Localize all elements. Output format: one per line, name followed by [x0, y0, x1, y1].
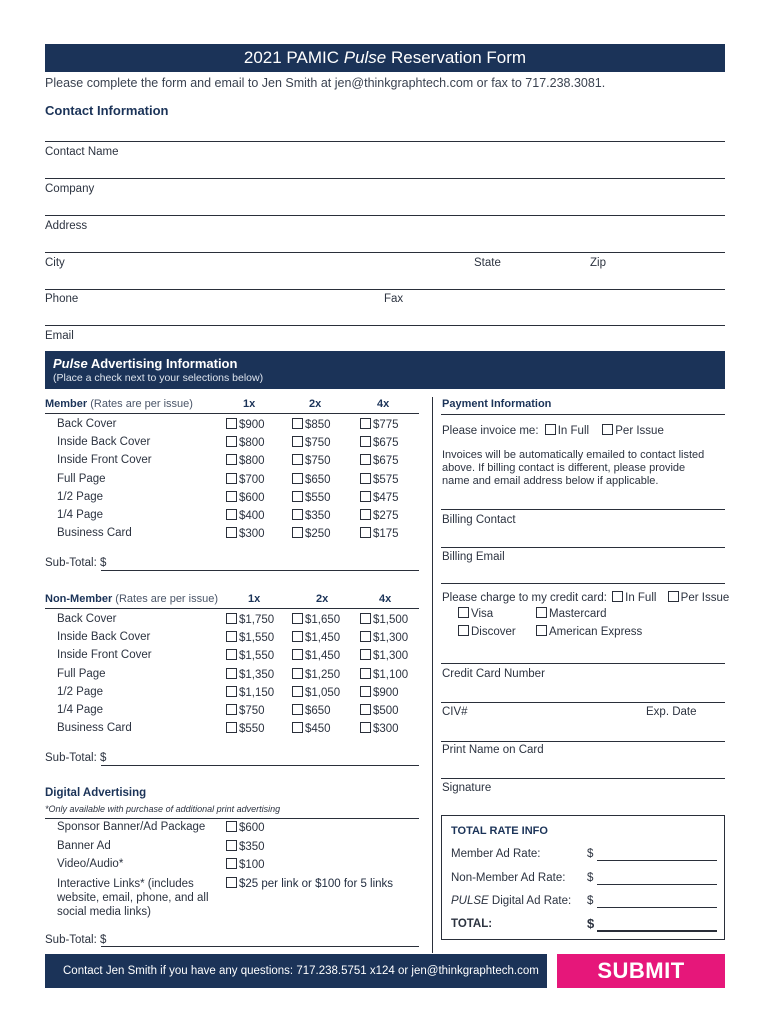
- nonmember-row-label: Inside Front Cover: [57, 649, 152, 662]
- nonmember-price-option-p1[interactable]: [226, 686, 274, 704]
- member-price-value: $800: [239, 455, 265, 468]
- nonmember-price-value: $900: [373, 686, 399, 699]
- nonmember-price-checkbox[interactable]: [360, 722, 371, 733]
- billing-contact-label: Billing Contact: [442, 514, 516, 526]
- civ-label: CIV#: [442, 706, 468, 718]
- member-price-checkbox[interactable]: [292, 527, 303, 538]
- member-rate-field[interactable]: [597, 860, 717, 861]
- nonmember-rate-dollar: $: [587, 872, 594, 884]
- member-price-value: $900: [239, 419, 265, 431]
- member-price-checkbox[interactable]: [226, 491, 237, 502]
- invoice-note-line-2: above. If billing contact is different, please provide: [442, 462, 686, 474]
- member-header-line: [45, 413, 419, 414]
- member-price-option-p4[interactable]: [360, 454, 399, 472]
- digital-rate-field[interactable]: [597, 907, 717, 908]
- nonmember-price-value: $1,550: [239, 632, 275, 645]
- intro-text: Please complete the form and email to Jen Smith at jen@thinkgraphtech.com or fax to 717.238.3081.: [45, 76, 606, 90]
- contact-name-field[interactable]: [45, 178, 725, 179]
- digital-row-label: Banner Ad: [57, 839, 111, 852]
- charge-card-label: Please charge to my credit card:: [442, 592, 607, 604]
- nonmember-note: (Rates are per issue): [112, 593, 218, 605]
- phone-label: Phone: [45, 293, 79, 305]
- nonmember-row-label: Inside Back Cover: [57, 631, 151, 644]
- member-price-value: $275: [373, 510, 399, 522]
- nonmember-price-value: $1,550: [239, 650, 275, 663]
- nonmember-price-value: $1,150: [239, 686, 275, 699]
- zip-label: Zip: [590, 257, 606, 269]
- nonmember-price-value: $500: [373, 705, 399, 717]
- invoice-per-issue-checkbox[interactable]: [602, 424, 613, 435]
- nonmember-price-option-p1[interactable]: [226, 722, 265, 740]
- member-row-label: Back Cover: [57, 418, 117, 430]
- nonmember-row-label: Full Page: [57, 667, 106, 680]
- nonmember-price-checkbox[interactable]: [292, 704, 303, 715]
- nonmember-price-checkbox[interactable]: [360, 686, 371, 697]
- city-label: City: [45, 257, 65, 269]
- total-rate-box: [441, 815, 725, 940]
- nonmember-price-checkbox[interactable]: [226, 668, 237, 679]
- nonmember-price-option-p2[interactable]: [292, 649, 340, 667]
- nonmember-price-checkbox[interactable]: [360, 649, 371, 660]
- invoice-in-full-checkbox[interactable]: [545, 424, 556, 435]
- discover-checkbox[interactable]: [458, 625, 469, 636]
- member-price-option-p1[interactable]: [226, 418, 265, 436]
- nonmember-price-checkbox[interactable]: [226, 704, 237, 715]
- nonmember-price-checkbox[interactable]: [360, 668, 371, 679]
- member-price-value: $700: [239, 473, 265, 486]
- member-price-option-p2[interactable]: [292, 454, 331, 472]
- payment-header-line: [441, 414, 725, 415]
- invoice-me-label: Please invoice me:: [442, 425, 539, 437]
- nonmember-price-value: $750: [239, 705, 265, 717]
- total-label: TOTAL:: [451, 918, 493, 930]
- member-price-value: $675: [373, 455, 399, 468]
- member-price-value: $250: [305, 528, 331, 541]
- nonmember-price-checkbox[interactable]: [292, 649, 303, 660]
- form-title-italic: Pulse: [343, 48, 387, 67]
- member-price-option-p2[interactable]: [292, 527, 331, 545]
- print-name-label: Print Name on Card: [442, 744, 544, 756]
- member-price-value: $675: [373, 437, 399, 450]
- nonmember-price-option-p1[interactable]: [226, 631, 274, 649]
- mastercard-label: Mastercard: [549, 608, 607, 620]
- nonmember-row-label: 1/4 Page: [57, 704, 104, 716]
- member-price-value: $575: [373, 473, 399, 486]
- nonmember-price-value: $1,100: [373, 668, 409, 681]
- charge-per-issue-checkbox[interactable]: [668, 591, 679, 602]
- contact-heading: Contact Information: [45, 103, 169, 118]
- member-row-label: Inside Front Cover: [57, 454, 152, 467]
- nonmember-header-line: [45, 608, 419, 609]
- charge-in-full-label: In Full: [625, 592, 657, 604]
- member-row-label: Business Card: [57, 527, 132, 540]
- mastercard-option[interactable]: [536, 607, 607, 620]
- phone-fax-field[interactable]: [45, 325, 725, 326]
- billing-email-label: Billing Email: [442, 551, 505, 563]
- nonmember-title: Non-Member: [45, 593, 113, 605]
- nonmember-price-checkbox[interactable]: [360, 704, 371, 715]
- amex-label: American Express: [549, 626, 643, 638]
- state-label: State: [474, 257, 501, 269]
- member-price-checkbox[interactable]: [292, 491, 303, 502]
- member-note: (Rates are per issue): [87, 398, 193, 410]
- digital-price-value: $350: [239, 840, 265, 853]
- mastercard-checkbox[interactable]: [536, 607, 547, 618]
- nonmember-price-value: $550: [239, 723, 265, 736]
- nonmember-col-1x: 1x: [248, 593, 261, 605]
- charge-card-row: [442, 591, 729, 604]
- discover-option[interactable]: [458, 625, 516, 638]
- card-number-label: Credit Card Number: [442, 668, 545, 680]
- member-subtotal-field[interactable]: [101, 570, 419, 571]
- member-price-option-p1[interactable]: [226, 436, 265, 454]
- card-options-line: [441, 663, 725, 664]
- invoice-note-line-3: name and email address below if applicable.: [442, 475, 659, 487]
- nonmember-price-option-p4[interactable]: [360, 686, 399, 704]
- nonmember-price-option-p1[interactable]: [226, 704, 265, 722]
- member-price-value: $300: [239, 528, 265, 541]
- member-title: Member: [45, 398, 88, 410]
- nonmember-price-option-p2[interactable]: [292, 668, 340, 686]
- billing-contact-field[interactable]: [441, 547, 725, 548]
- address-field[interactable]: [45, 252, 725, 253]
- total-field[interactable]: [597, 930, 717, 932]
- member-price-value: $750: [305, 455, 331, 468]
- nonmember-price-value: $450: [305, 723, 331, 736]
- digital-note: *Only available with purchase of additional print advertising: [45, 804, 281, 814]
- member-price-checkbox[interactable]: [360, 491, 371, 502]
- digital-subtotal-label: Sub-Total: $: [45, 934, 107, 946]
- member-price-checkbox[interactable]: [360, 454, 371, 465]
- nonmember-subtotal-field[interactable]: [101, 765, 419, 766]
- nonmember-price-checkbox[interactable]: [226, 613, 237, 624]
- digital-row-label: Video/Audio*: [57, 858, 124, 870]
- nonmember-price-option-p4[interactable]: [360, 649, 408, 667]
- nonmember-price-value: $1,300: [373, 650, 409, 663]
- company-label: Company: [45, 183, 95, 195]
- interactive-links-label: [57, 877, 209, 919]
- member-price-checkbox[interactable]: [360, 418, 371, 429]
- contact-name-label: Contact Name: [45, 146, 119, 158]
- member-price-option-p1[interactable]: [226, 491, 265, 509]
- card-number-field[interactable]: [441, 702, 725, 703]
- company-field[interactable]: [45, 215, 725, 216]
- member-row-label: 1/4 Page: [57, 509, 104, 521]
- nonmember-price-option-p2[interactable]: [292, 722, 331, 740]
- advertising-header-bar: [45, 351, 725, 389]
- digital-rate-rest: Digital Ad Rate:: [488, 895, 572, 907]
- member-price-checkbox[interactable]: [292, 509, 303, 520]
- member-rate-label: Member Ad Rate:: [451, 848, 541, 860]
- nonmember-price-option-p4[interactable]: [360, 704, 399, 722]
- nonmember-price-checkbox[interactable]: [360, 631, 371, 642]
- member-price-checkbox[interactable]: [292, 418, 303, 429]
- nonmember-row-label: Business Card: [57, 722, 132, 735]
- nonmember-price-checkbox[interactable]: [226, 631, 237, 642]
- submit-button[interactable]: SUBMIT: [557, 954, 725, 988]
- form-title-bar: [45, 44, 725, 72]
- payment-heading: Payment Information: [442, 398, 552, 410]
- member-price-option-p2[interactable]: [292, 509, 331, 527]
- visa-checkbox[interactable]: [458, 607, 469, 618]
- digital-price-option[interactable]: [226, 858, 265, 876]
- email-label: Email: [45, 330, 74, 342]
- member-price-checkbox[interactable]: [226, 527, 237, 538]
- nonmember-col-2x: 2x: [316, 593, 329, 605]
- rate-heading: TOTAL RATE INFO: [451, 825, 548, 837]
- nonmember-price-option-p2[interactable]: [292, 704, 331, 722]
- exp-date-label: Exp. Date: [646, 706, 697, 718]
- member-price-checkbox[interactable]: [292, 473, 303, 484]
- member-col-4x: 4x: [377, 398, 390, 410]
- invoice-per-issue-label: Per Issue: [615, 425, 664, 437]
- member-row-label: Full Page: [57, 472, 106, 485]
- digital-rate-dollar: $: [587, 895, 594, 907]
- member-price-checkbox[interactable]: [226, 473, 237, 484]
- nonmember-row-label: Back Cover: [57, 613, 117, 625]
- nonmember-price-checkbox[interactable]: [360, 613, 371, 624]
- charge-in-full-checkbox[interactable]: [612, 591, 623, 602]
- member-price-checkbox[interactable]: [360, 527, 371, 538]
- nonmember-price-option-p1[interactable]: [226, 649, 274, 667]
- nonmember-price-option-p2[interactable]: [292, 613, 340, 631]
- member-price-option-p2[interactable]: [292, 418, 331, 436]
- digital-header-line: [45, 818, 419, 819]
- city-state-zip-field[interactable]: [45, 289, 725, 290]
- member-price-option-p2[interactable]: [292, 473, 331, 491]
- advertising-heading-italic: Pulse: [53, 356, 88, 371]
- invoice-in-full-label: In Full: [557, 425, 590, 437]
- nonmember-price-option-p1[interactable]: [226, 613, 274, 631]
- digital-row-label: Sponsor Banner/Ad Package: [57, 821, 206, 833]
- form-title-pre: 2021 PAMIC: [243, 48, 344, 67]
- interactive-links-price: $25 per link or $100 for 5 links: [239, 878, 394, 890]
- nonmember-price-value: $650: [305, 705, 331, 717]
- invoice-note-line: [441, 509, 725, 510]
- invoice-note: [442, 449, 704, 488]
- member-price-option-p1[interactable]: [226, 454, 265, 472]
- visa-option[interactable]: [458, 607, 493, 620]
- nonmember-price-checkbox[interactable]: [292, 613, 303, 624]
- nonmember-price-checkbox[interactable]: [226, 649, 237, 660]
- member-price-option-p4[interactable]: [360, 509, 399, 527]
- digital-price-checkbox[interactable]: [226, 821, 237, 832]
- invoice-me-row: [442, 424, 664, 437]
- billing-email-field[interactable]: [441, 583, 725, 584]
- member-price-value: $350: [305, 510, 331, 522]
- member-price-option-p4[interactable]: [360, 418, 399, 436]
- nonmember-price-option-p4[interactable]: [360, 668, 408, 686]
- member-price-option-p4[interactable]: [360, 473, 399, 491]
- nonmember-price-checkbox[interactable]: [292, 668, 303, 679]
- member-price-checkbox[interactable]: [226, 454, 237, 465]
- member-price-option-p2[interactable]: [292, 436, 331, 454]
- footer-contact-bar: Contact Jen Smith if you have any questions: 717.238.5751 x124 or jen@thinkgraphtech.com: [45, 954, 547, 988]
- member-price-value: $750: [305, 437, 331, 450]
- member-price-option-p4[interactable]: [360, 527, 399, 545]
- nonmember-price-checkbox[interactable]: [292, 686, 303, 697]
- digital-price-value: $600: [239, 822, 265, 834]
- member-table-heading: [45, 398, 193, 410]
- nonmember-price-option-p2[interactable]: [292, 686, 340, 704]
- member-price-checkbox[interactable]: [360, 509, 371, 520]
- member-row-label: 1/2 Page: [57, 490, 104, 503]
- nonmember-price-value: $1,350: [239, 668, 275, 681]
- nonmember-price-checkbox[interactable]: [292, 722, 303, 733]
- nonmember-col-4x: 4x: [379, 593, 392, 605]
- member-price-checkbox[interactable]: [226, 418, 237, 429]
- total-dollar: $: [587, 916, 595, 931]
- digital-rate-label: [451, 895, 571, 907]
- member-price-option-p4[interactable]: [360, 436, 399, 454]
- nonmember-price-value: $1,650: [305, 614, 341, 626]
- nonmember-price-checkbox[interactable]: [226, 686, 237, 697]
- contact-top-line: [45, 141, 725, 142]
- nonmember-price-value: $1,450: [305, 650, 341, 663]
- discover-label: Discover: [471, 626, 516, 638]
- digital-price-checkbox[interactable]: [226, 840, 237, 851]
- nonmember-subtotal-label: Sub-Total: $: [45, 752, 107, 764]
- invoice-note-line-1: Invoices will be automatically emailed to contact listed: [442, 449, 705, 461]
- nonmember-price-value: $1,500: [373, 614, 409, 626]
- member-price-value: $600: [239, 491, 265, 504]
- digital-price-option[interactable]: [226, 821, 265, 839]
- nonmember-price-value: $1,250: [305, 668, 341, 681]
- member-price-checkbox[interactable]: [226, 436, 237, 447]
- member-col-1x: 1x: [243, 398, 256, 410]
- visa-label: Visa: [471, 608, 494, 620]
- interactive-links-line-2: website, email, phone, and all: [57, 892, 209, 904]
- digital-subtotal-field[interactable]: [101, 946, 419, 947]
- member-price-value: $800: [239, 437, 265, 450]
- digital-rate-italic: PULSE: [451, 895, 489, 907]
- civ-exp-field[interactable]: [441, 741, 725, 742]
- nonmember-price-option-p2[interactable]: [292, 631, 340, 649]
- nonmember-price-value: $1,450: [305, 632, 341, 645]
- member-price-option-p4[interactable]: [360, 491, 399, 509]
- column-divider: [432, 397, 433, 953]
- address-label: Address: [45, 220, 88, 232]
- amex-checkbox[interactable]: [536, 625, 547, 636]
- member-price-value: $550: [305, 491, 331, 504]
- digital-price-value: $100: [239, 859, 265, 871]
- amex-option[interactable]: [536, 625, 642, 638]
- nonmember-price-option-p4[interactable]: [360, 631, 408, 649]
- member-price-option-p1[interactable]: [226, 473, 265, 491]
- interactive-links-checkbox[interactable]: [226, 877, 237, 888]
- nonmember-price-checkbox[interactable]: [292, 631, 303, 642]
- interactive-links-option[interactable]: [226, 877, 393, 890]
- interactive-links-line-3: social media links): [57, 906, 151, 918]
- member-price-option-p1[interactable]: [226, 527, 265, 545]
- member-price-checkbox[interactable]: [360, 473, 371, 484]
- charge-per-issue-label: Per Issue: [680, 592, 730, 604]
- member-price-value: $850: [305, 419, 331, 431]
- member-price-checkbox[interactable]: [360, 436, 371, 447]
- nonmember-price-option-p4[interactable]: [360, 613, 408, 631]
- nonmember-price-value: $1,050: [305, 686, 341, 699]
- member-price-checkbox[interactable]: [292, 454, 303, 465]
- signature-label: Signature: [442, 782, 492, 794]
- nonmember-row-label: 1/2 Page: [57, 685, 104, 698]
- digital-heading: Digital Advertising: [45, 787, 147, 799]
- digital-price-checkbox[interactable]: [226, 858, 237, 869]
- member-price-checkbox[interactable]: [226, 509, 237, 520]
- nonmember-price-option-p1[interactable]: [226, 668, 274, 686]
- fax-label: Fax: [384, 293, 404, 305]
- interactive-links-line-1: Interactive Links* (includes: [57, 878, 194, 890]
- member-price-option-p2[interactable]: [292, 491, 331, 509]
- member-price-value: $775: [373, 419, 399, 431]
- member-price-value: $475: [373, 491, 399, 504]
- advertising-subheading: (Place a check next to your selections below): [53, 372, 264, 384]
- digital-price-option[interactable]: [226, 840, 265, 858]
- member-rate-dollar: $: [587, 848, 594, 860]
- nonmember-price-value: $1,750: [239, 614, 275, 626]
- nonmember-rate-label: Non-Member Ad Rate:: [451, 872, 566, 884]
- nonmember-table-heading: [45, 593, 218, 605]
- member-price-value: $175: [373, 528, 399, 541]
- form-title-post: Reservation Form: [386, 48, 527, 67]
- advertising-heading-rest: Advertising Information: [87, 356, 238, 371]
- nonmember-price-value: $300: [373, 723, 399, 736]
- nonmember-price-option-p4[interactable]: [360, 722, 399, 740]
- print-name-field[interactable]: [441, 778, 725, 779]
- member-price-option-p1[interactable]: [226, 509, 265, 527]
- member-price-checkbox[interactable]: [292, 436, 303, 447]
- member-subtotal-label: Sub-Total: $: [45, 557, 107, 569]
- nonmember-price-checkbox[interactable]: [226, 722, 237, 733]
- nonmember-price-value: $1,300: [373, 632, 409, 645]
- member-col-2x: 2x: [309, 398, 322, 410]
- nonmember-rate-field[interactable]: [597, 884, 717, 885]
- member-row-label: Inside Back Cover: [57, 436, 151, 449]
- member-price-value: $400: [239, 510, 265, 522]
- member-price-value: $650: [305, 473, 331, 486]
